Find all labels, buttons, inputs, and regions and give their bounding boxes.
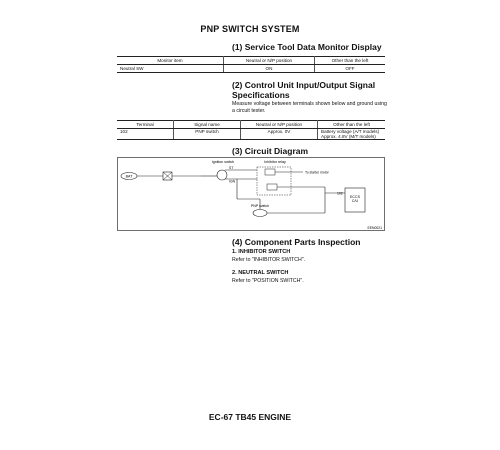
diagram-code: EEN0021: [367, 226, 382, 230]
io-signal-table: [117, 120, 385, 140]
ecu-label-line1: ECCS: [350, 195, 360, 199]
pnp-switch-label: PNP switch: [250, 204, 270, 208]
io-header-signal: Signal name: [174, 121, 241, 129]
monitor-table: [117, 56, 385, 73]
io-cell-other-line1: Battery voltage (A/T models): [321, 129, 380, 134]
monitor-cell-item: Neutral SW: [117, 65, 224, 73]
inhibitor-switch-ref: Refer to "INHIBITOR SWITCH".: [232, 257, 306, 263]
io-header-other: Other than the left: [318, 121, 386, 129]
neutral-switch-ref: Refer to "POSITION SWITCH".: [232, 278, 304, 284]
io-cell-other-line2: Approx. 4.8V (M/T models): [321, 134, 376, 139]
monitor-header-item: Monitor item: [117, 57, 224, 65]
section2-description: [232, 101, 387, 115]
monitor-header-other: Other than the left: [315, 57, 386, 65]
starter-motor-label: To starter motor: [305, 170, 329, 175]
terminal-102-label: 102: [337, 191, 343, 196]
monitor-cell-neutral: ON: [224, 65, 315, 73]
ignition-switch-symbol: [217, 170, 227, 180]
bat-label: BAT: [125, 174, 133, 179]
section2-heading: [232, 80, 375, 100]
inhibitor-relay-label: Inhibitor relay: [264, 160, 286, 164]
st-label: ST: [229, 166, 234, 170]
section2-heading-line1: (2) Control Unit Input/Output Signal: [232, 80, 376, 90]
section2-desc-line2: a circuit tester.: [232, 108, 266, 114]
io-header-neutral: Neutral or N/P position: [241, 121, 318, 129]
inhibitor-relay-symbol: [257, 167, 291, 195]
monitor-header-neutral: Neutral or N/P position: [224, 57, 315, 65]
neutral-switch-title: 2. NEUTRAL SWITCH: [232, 270, 289, 276]
ecu-label-line2: C/U: [351, 199, 359, 203]
page-title: PNP SWITCH SYSTEM: [200, 24, 300, 34]
ign-label: IGN: [229, 179, 236, 184]
section4-heading: (4) Component Parts Inspection: [232, 237, 361, 247]
circuit-diagram: [117, 157, 385, 231]
ignition-switch-label: Ignition switch: [211, 160, 235, 164]
io-cell-signal: PNP switch: [174, 129, 241, 140]
io-cell-neutral: Approx. 0V: [241, 129, 318, 140]
section2-heading-line2: Specifications: [232, 90, 290, 100]
inhibitor-switch-title: 1. INHIBITOR SWITCH: [232, 249, 291, 255]
section1-heading: (1) Service Tool Data Monitor Display: [232, 42, 382, 52]
section2-desc-line1: Measure voltage between terminals shown below and ground using: [232, 101, 387, 107]
io-cell-other: [318, 129, 386, 140]
monitor-cell-other: OFF: [315, 65, 386, 73]
section3-heading: (3) Circuit Diagram: [232, 146, 309, 156]
page-footer: EC-67 TB45 ENGINE: [208, 412, 292, 422]
io-header-terminal: Terminal: [117, 121, 174, 129]
io-cell-terminal: 102: [117, 129, 174, 140]
pnp-switch-symbol: [253, 210, 267, 217]
